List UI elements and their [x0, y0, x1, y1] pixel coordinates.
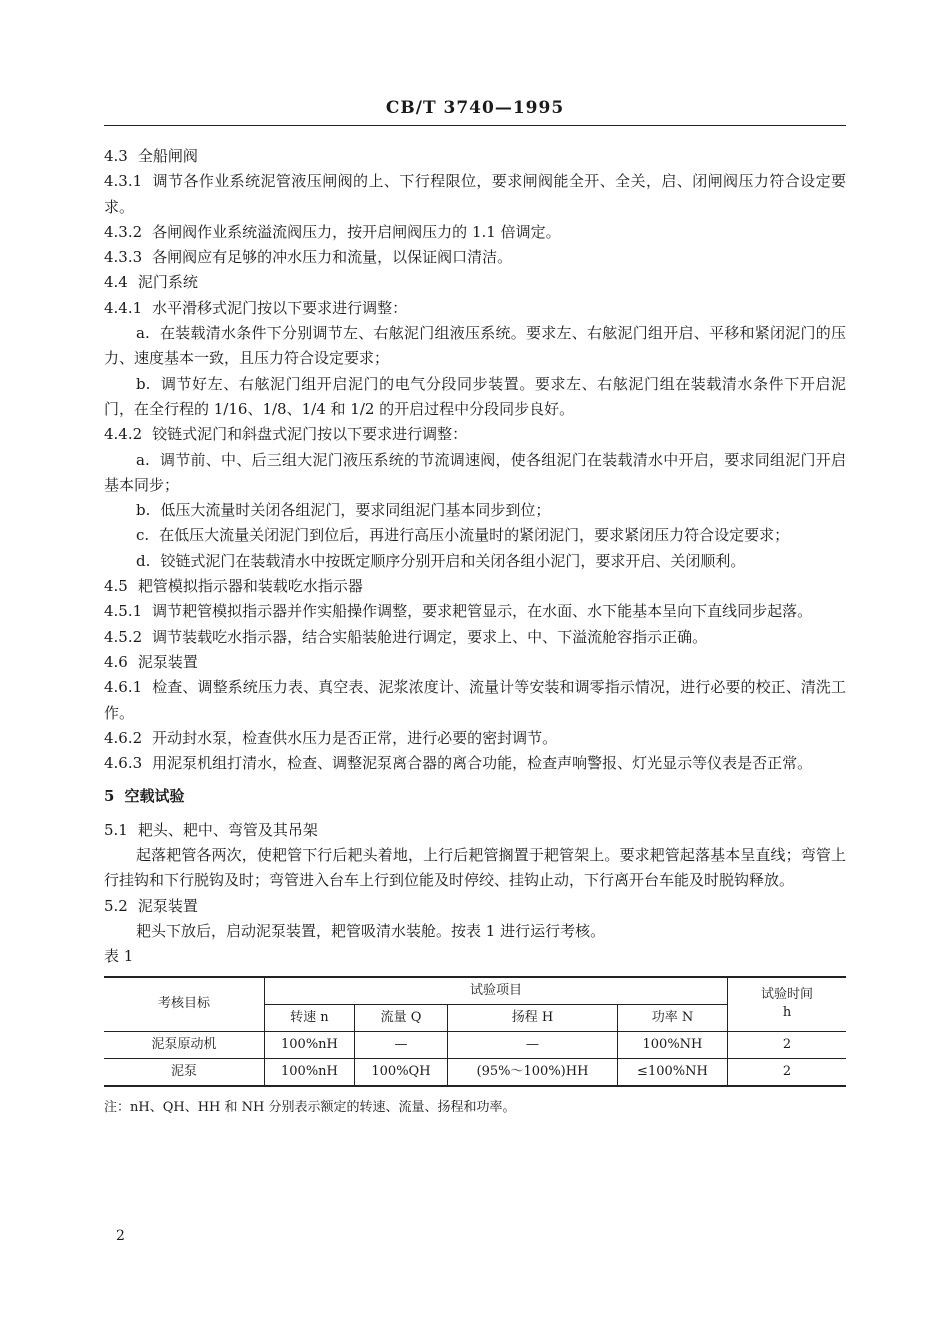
- clause-4-4-2: 4.4.2 铰链式泥门和斜盘式泥门按以下要求进行调整：: [104, 425, 468, 444]
- heading-5-1: 5.1 耙头、耙中、弯管及其吊架: [104, 820, 318, 839]
- table-row: 泥泵 100%nH 100%QH (95%～100%)HH ≤100%NH 2: [104, 1058, 846, 1086]
- heading-4-5: 4.5 耙管模拟指示器和装载吃水指示器: [104, 577, 363, 596]
- list-item-d: d. 铰链式泥门在装载清水中按既定顺序分别开启和关闭各组小泥门，要求开启、关闭顺利。: [136, 551, 746, 570]
- header-power: 功率 N: [617, 1004, 727, 1031]
- page-number: 2: [116, 1228, 125, 1244]
- header-target: 考核目标: [104, 977, 265, 1032]
- clause-4-3-1: 4.3.1 调节各作业系统泥管液压闸阀的上、下行程限位，要求闸阀能全开、全关，启、闭闸阀压力符合设定要求。: [104, 172, 846, 216]
- heading-5-2: 5.2 泥泵装置: [104, 896, 198, 915]
- paragraph-5-2: 耙头下放后，启动泥泵装置，耙管吸清水装舱。按表 1 进行运行考核。: [136, 921, 606, 940]
- list-item-b: b. 低压大流量时关闭各组泥门，要求同组泥门基本同步到位；: [136, 501, 551, 520]
- list-item-a: a. 调节前、中、后三组大泥门液压系统的节流调速阀，使各组泥门在装载清水中开启，要求同组泥门开启基本同步；: [104, 450, 846, 494]
- clause-4-5-2: 4.5.2 调节装载吃水指示器，结合实船装舱进行调定，要求上、中、下溢流舱容指示正确。: [104, 627, 708, 646]
- document-header: CB/T 3740—1995: [385, 98, 565, 118]
- clause-4-5-1: 4.5.1 调节耙管模拟指示器并作实船操作调整，要求耙管显示，在水面、水下能基本呈向下直线同步起落。: [104, 602, 813, 621]
- clause-4-4-1: 4.4.1 水平滑移式泥门按以下要求进行调整：: [104, 298, 408, 317]
- header-flow: 流量 Q: [354, 1004, 447, 1031]
- header-head: 扬程 H: [448, 1004, 618, 1031]
- table-note: 注：nH、QH、HH 和 NH 分别表示额定的转速、流量、扬程和功率。: [104, 1099, 516, 1115]
- list-item-b: b. 调节好左、右舷泥门组开启泥门的电气分段同步装置。要求左、右舷泥门组在装载清水条件下开启泥门，在全行程的 1/16、1/8、1/4 和 1/2 的开启过程中分段同步良好。: [104, 374, 846, 418]
- heading-4-3: 4.3 全船闸阀: [104, 147, 198, 165]
- clause-4-6-2: 4.6.2 开动封水泵，检查供水压力是否正常，进行必要的密封调节。: [104, 728, 558, 747]
- header-rule: [104, 125, 846, 126]
- clause-4-3-3: 4.3.3 各闸阀应有足够的冲水压力和流量，以保证阀口清洁。: [104, 248, 513, 267]
- header-items: 试验项目: [265, 977, 728, 1005]
- clause-4-3-2: 4.3.2 各闸阀作业系统溢流阀压力，按开启闸阀压力的 1.1 倍调定。: [104, 222, 561, 241]
- header-speed: 转速 n: [265, 1004, 355, 1031]
- clause-4-6-1: 4.6.1 检查、调整系统压力表、真空表、泥浆浓度计、流量计等安装和调零指示情况，进行必要的校正、清洗工作。: [104, 678, 846, 722]
- list-item-c: c. 在低压大流量关闭泥门到位后，再进行高压小流量时的紧闭泥门，要求紧闭压力符合设定要求；: [136, 526, 790, 545]
- document-body: [104, 144, 846, 1120]
- heading-4-6: 4.6 泥泵装置: [104, 652, 198, 671]
- test-table: [104, 976, 846, 1087]
- paragraph-5-1: 起落耙管各两次，使耙管下行后耙头着地，上行后耙管搁置于耙管架上。要求耙管起落基本呈直线；弯管上行挂钩和下行脱钩及时；弯管进入台车上行到位能及时停绞、挂钩止动，下行离开台车能及时脱钩释放。: [104, 846, 846, 890]
- clause-4-6-3: 4.6.3 用泥泵机组打清水，检查、调整泥泵离合器的离合功能，检查声响警报、灯光显示等仪表是否正常。: [104, 754, 813, 773]
- table-caption: 表 1: [104, 947, 134, 966]
- section-5-heading: 5 空载试验: [104, 787, 185, 806]
- header-time: 试验时间 h: [728, 977, 847, 1032]
- heading-4-4: 4.4 泥门系统: [104, 273, 198, 292]
- list-item-a: a. 在装载清水条件下分别调节左、右舷泥门组液压系统。要求左、右舷泥门组开启、平移和紧闭泥门的压力、速度基本一致，且压力符合设定要求；: [104, 324, 846, 368]
- table-row: 泥泵原动机 100%nH — — 100%NH 2: [104, 1031, 846, 1058]
